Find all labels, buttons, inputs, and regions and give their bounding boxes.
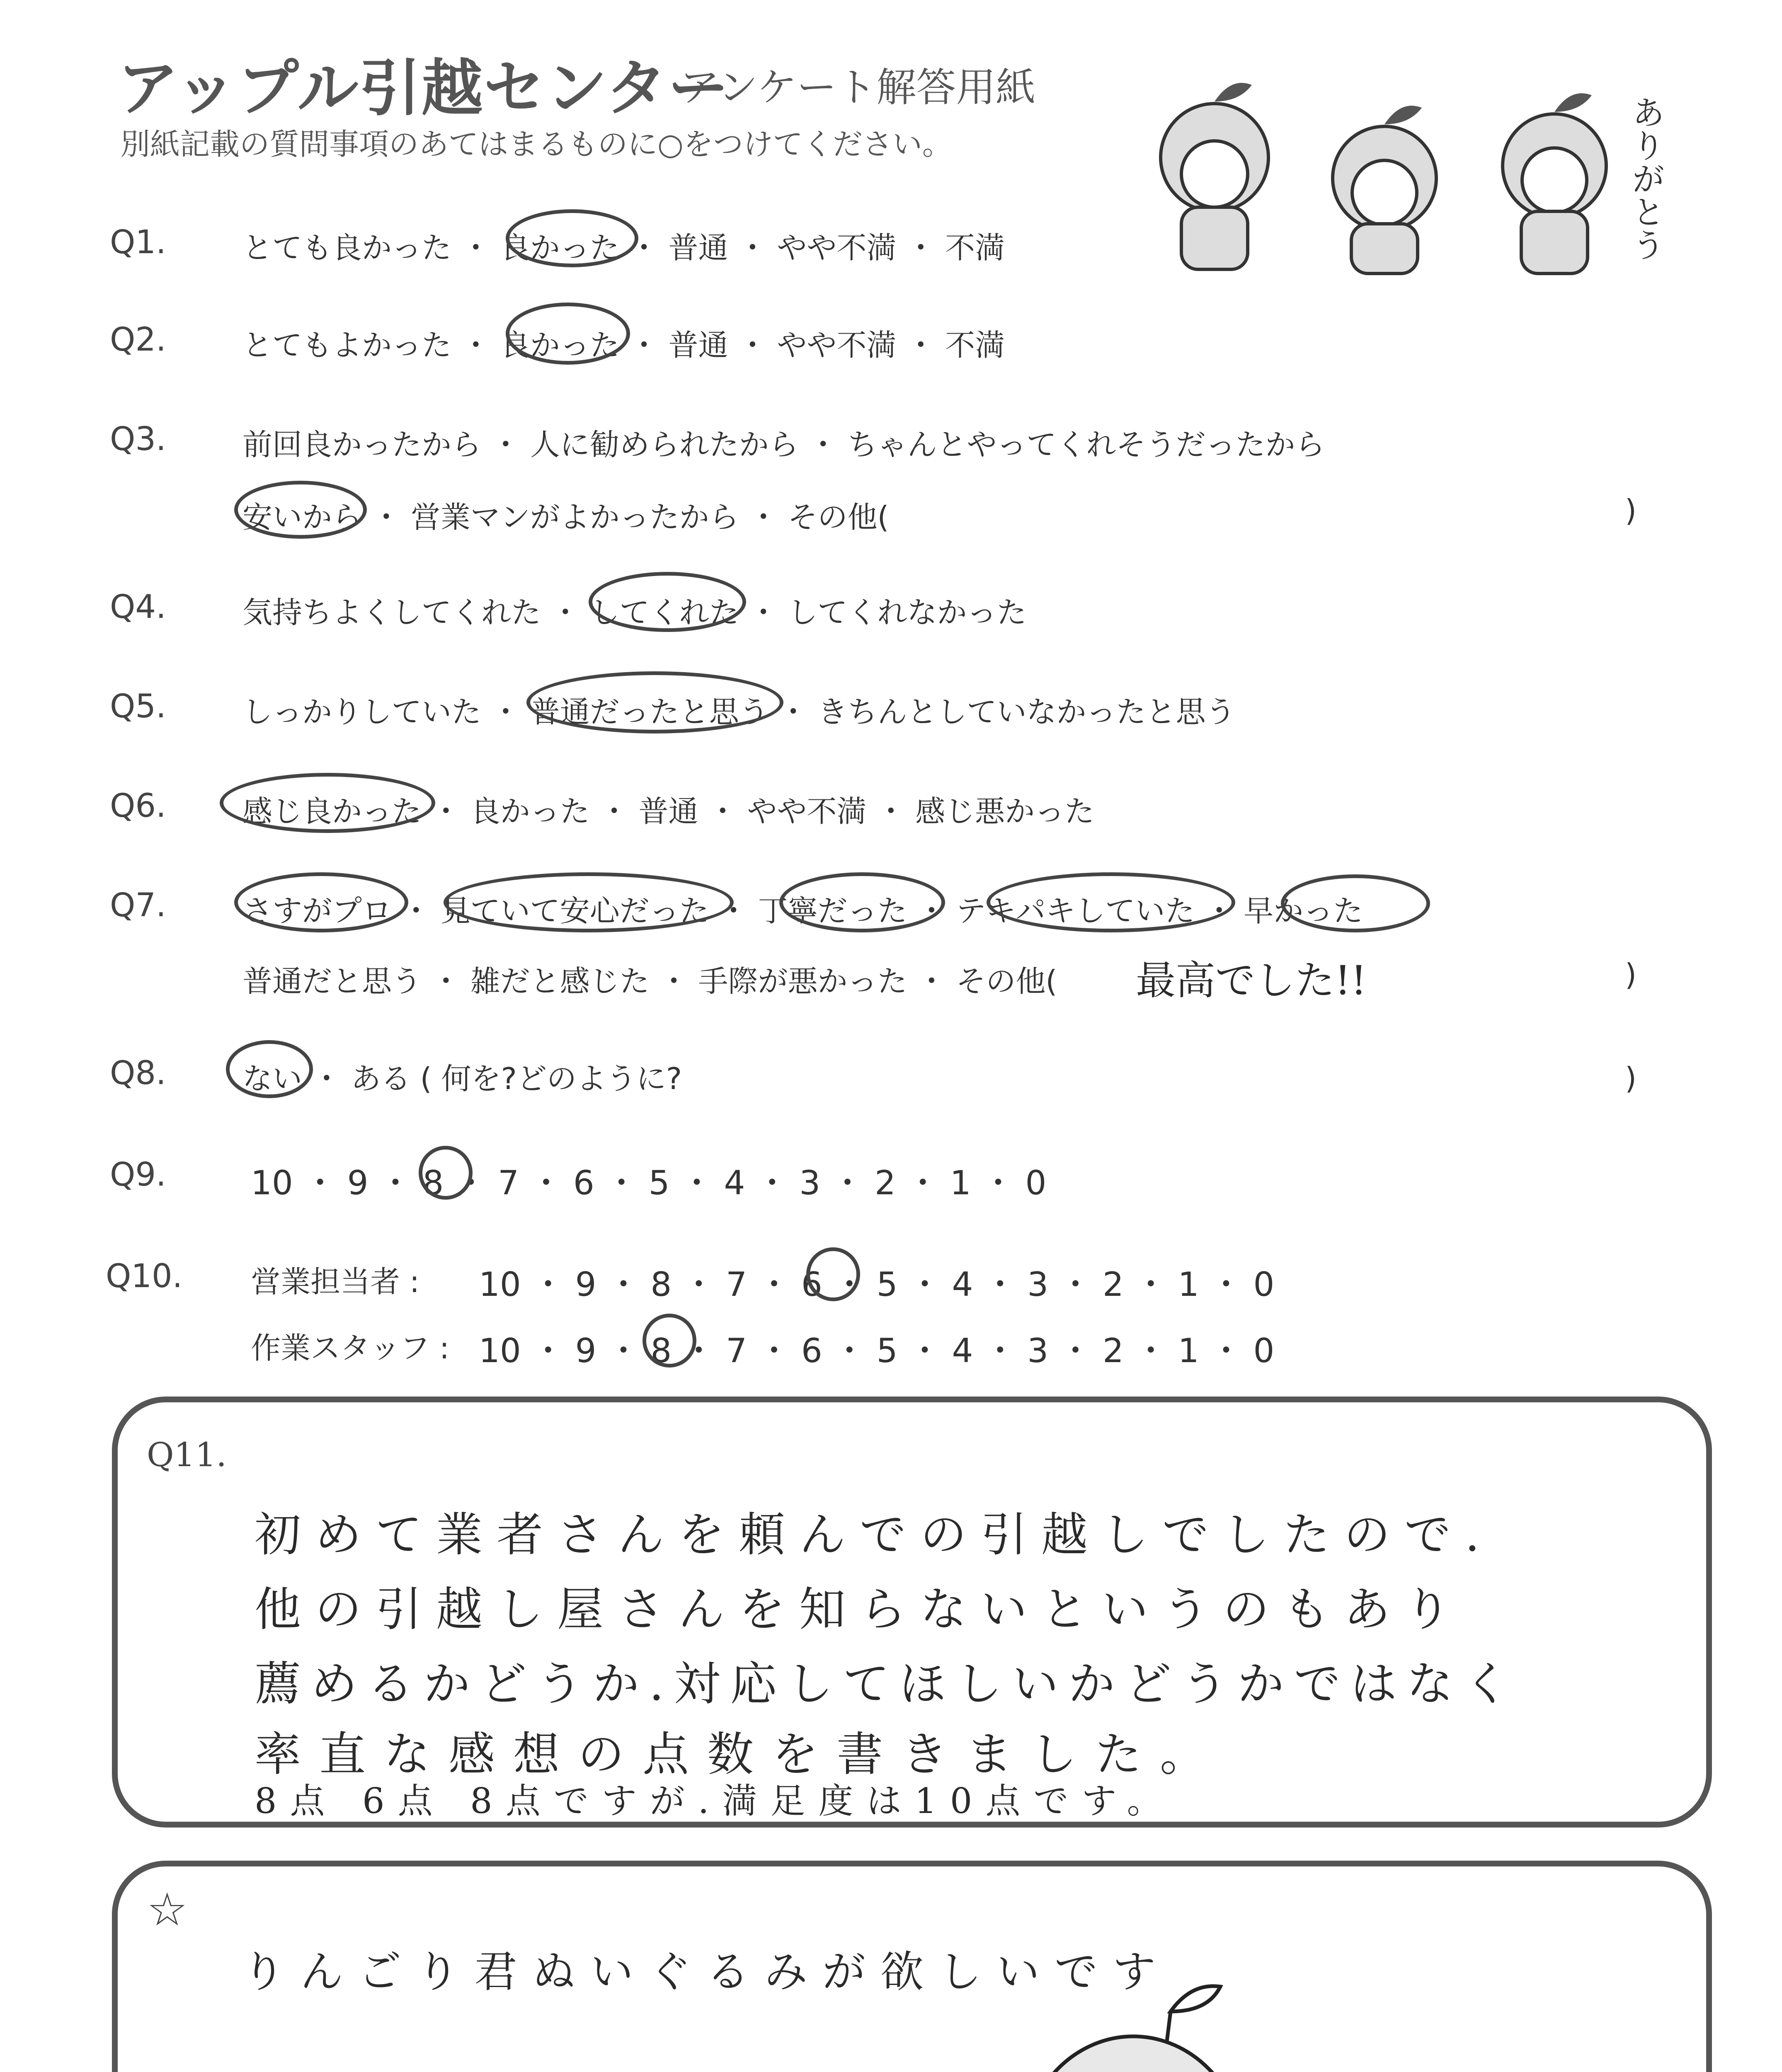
q11-line-5: 8点 6点 8点ですが.満足度は10点です。 [255,1781,1175,1821]
q1-label: Q1. [110,224,166,261]
instruction-text: 別紙記載の質問事項のあてはまるものに○をつけてください。 [120,127,952,162]
q11-comment-box [112,1397,1712,1828]
form-title: アップル引越センター [117,53,730,124]
mascot-monkeys-illustration [1127,62,1708,278]
q7-answer-circle-4 [987,872,1235,932]
star-comment-box [112,1861,1712,2072]
q3-options-line2: 安いから ・ 営業マンがよかったから ・ その他( [242,500,889,535]
q3-answer-circle [234,481,367,539]
q8-options: ない ・ ある ( 何を?どのように? [242,1061,682,1096]
q7-answer-circle-5 [1281,874,1430,932]
q5-label: Q5. [110,688,166,725]
q7-handwritten-other: 最高でした!! [1136,957,1367,1004]
q7-options-line1: さすがプロ ・ 見ていて安心だった ・ 丁寧だった ・ テキパキしていた ・ 早かった [242,893,1363,928]
q7-answer-circle-2 [444,872,734,932]
q4-options: 気持ちよくしてくれた ・ してくれた ・ してくれなかった [242,595,1027,630]
q10-sales-label: 営業担当者 : [251,1264,420,1299]
form-subtitle: アンケート解答用紙 [680,64,1036,111]
q7-label: Q7. [110,887,166,924]
q3-close-paren: ) [1625,493,1637,528]
q10-sales-scale: 10 ・ 9 ・ 8 ・ 7 ・ 6 ・ 5 ・ 4 ・ 3 ・ 2 ・ 1 ・ 0 [479,1265,1275,1304]
q3-label: Q3. [110,421,166,458]
q4-answer-circle [589,572,746,632]
q10-staff-answer-circle [642,1314,696,1368]
q5-answer-circle [526,671,783,733]
q11-line-2: 他の引越し屋さんを知らないというのもあり [255,1583,1465,1636]
q6-options: 感じ良かった ・ 良かった ・ 普通 ・ やや不満 ・ 感じ悪かった [242,794,1095,829]
q2-options: とてもよかった ・ 良かった ・ 普通 ・ やや不満 ・ 不満 [242,328,1005,363]
q10-label: Q10. [106,1258,183,1295]
q1-answer-circle [506,209,638,267]
q2-label: Q2. [110,321,166,358]
star-icon: ☆ [147,1883,188,1936]
q11-label: Q11. [147,1435,227,1474]
q9-scale: 10 ・ 9 ・ 8 ・ 7 ・ 6 ・ 5 ・ 4 ・ 3 ・ 2 ・ 1 ・ 0 [251,1164,1047,1202]
q9-label: Q9. [110,1156,166,1193]
mascot-thanks-text: ありがとう [1626,95,1665,261]
q8-answer-circle [226,1040,313,1098]
q7-close-paren: ) [1625,957,1637,992]
q2-answer-circle [506,303,630,365]
q7-options-line2: 普通だと思う ・ 雑だと感じた ・ 手際が悪かった ・ その他( [242,964,1057,999]
q7-answer-circle-3 [779,872,945,932]
q8-close-paren: ) [1625,1061,1637,1096]
q9-answer-circle [419,1146,473,1200]
q6-answer-circle [220,773,435,833]
q3-options-line1: 前回良かったから ・ 人に勧められたから ・ ちゃんとやってくれそうだったから [242,427,1325,462]
q1-options: とても良かった ・ 良かった ・ 普通 ・ やや不満 ・ 不満 [242,230,1005,265]
q8-label: Q8. [110,1055,166,1092]
q7-answer-circle-1 [234,872,408,932]
monkey-drawing [996,1966,1328,2072]
q10-staff-scale: 10 ・ 9 ・ 8 ・ 7 ・ 6 ・ 5 ・ 4 ・ 3 ・ 2 ・ 1 ・ 0 [479,1331,1275,1370]
q11-line-1: 初めて業者さんを頼んでの引越しでしたので. [255,1508,1494,1562]
q6-label: Q6. [110,787,166,825]
q5-options: しっかりしていた ・ 普通だったと思う ・ きちんとしていなかったと思う [242,695,1236,729]
q11-line-3: 薦めるかどうか.対応してほしいかどうかではなく [255,1657,1520,1711]
q10-sales-answer-circle [806,1247,860,1301]
q10-staff-label: 作業スタッフ : [251,1331,450,1365]
star-handwritten-text: りんごり君ぬいぐるみが欲しいです [242,1946,1171,1997]
q4-label: Q4. [110,588,166,626]
q11-line-4: 率直な感想の点数を書きました。 [255,1728,1224,1782]
